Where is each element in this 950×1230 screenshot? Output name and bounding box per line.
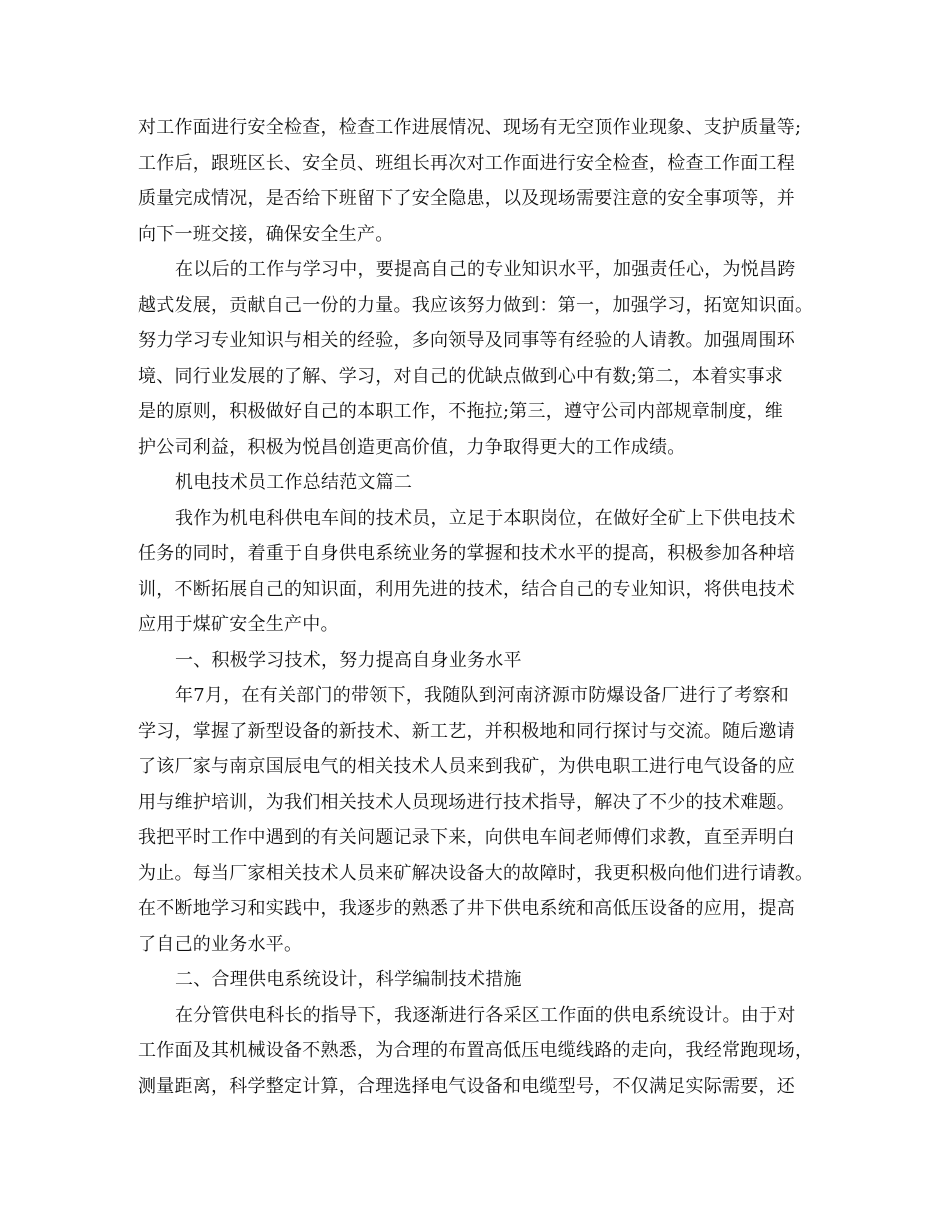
- text-line: 为止。每当厂家相关技术人员来矿解决设备大的故障时，我更积极向他们进行请教。: [138, 862, 814, 884]
- text-line: 在不断地学习和实践中，我逐步的熟悉了井下供电系统和高低压设备的应用，提高: [138, 898, 795, 919]
- text-line: 任务的同时，着重于自身供电系统业务的掌握和技术水平的提高，积极参加各种培: [138, 543, 795, 564]
- text-line: 向下一班交接，确保安全生产。: [138, 223, 394, 245]
- text-line: 了该厂家与南京国辰电气的相关技术人员来到我矿，为供电职工进行电气设备的应: [138, 756, 795, 777]
- text-line: 对工作面进行安全检查，检查工作进展情况、现场有无空顶作业现象、支护质量等;: [138, 117, 802, 138]
- text-line: 工作面及其机械设备不熟悉，为合理的布置高低压电缆线路的走向，我经常跑现场，: [138, 1040, 814, 1061]
- text-line: 是的原则，积极做好自己的本职工作，不拖拉;第三，遵守公司内部规章制度，维: [138, 401, 784, 422]
- text-line: 了自己的业务水平。: [138, 933, 303, 955]
- text-line: 应用于煤矿安全生产中。: [138, 614, 339, 635]
- text-line: 学习，掌握了新型设备的新技术、新工艺，并积极地和同行探讨与交流。随后邀请: [138, 720, 795, 742]
- text-line: 护公司利益，积极为悦昌创造更高价值，力争取得更大的工作成绩。: [138, 436, 686, 458]
- text-line: 在分管供电科长的指导下，我逐渐进行各采区工作面的供电系统设计。由于对: [175, 1004, 796, 1026]
- text-line: 工作后，跟班区长、安全员、班组长再次对工作面进行安全检查，检查工作面工程: [138, 152, 795, 174]
- text-line: 我作为机电科供电车间的技术员，立足于本职岗位，在做好全矿上下供电技术: [175, 507, 796, 529]
- text-line: 努力学习专业知识与相关的经验，多向领导及同事等有经验的人请教。加强周围环: [138, 330, 795, 351]
- text-line: 年7月，在有关部门的带领下，我随队到河南济源市防爆设备厂进行了考察和: [175, 685, 789, 706]
- text-line: 用与维护培训，为我们相关技术人员现场进行技术指导，解决了不少的技术难题。: [138, 791, 795, 813]
- text-line: 训，不断拓展自己的知识面，利用先进的技术，结合自己的专业知识，将供电技术: [138, 578, 795, 600]
- text-line: 二、合理供电系统设计，科学编制技术措施: [175, 969, 522, 990]
- text-line: 机电技术员工作总结范文篇二: [175, 472, 413, 493]
- text-line: 我把平时工作中遇到的有关问题记录下来，向供电车间老师傅们求教，直至弄明白: [138, 827, 795, 848]
- text-line: 质量完成情况，是否给下班留下了安全隐患，以及现场需要注意的安全事项等，并: [138, 188, 795, 209]
- text-line: 境、同行业发展的了解、学习，对自己的优缺点做到心中有数;第二，本着实事求: [138, 365, 784, 387]
- text-line: 在以后的工作与学习中，要提高自己的专业知识水平，加强责任心，为悦昌跨: [175, 259, 796, 280]
- text-line: 测量距离，科学整定计算，合理选择电气设备和电缆型号，不仅满足实际需要，还: [138, 1075, 795, 1097]
- text-line: 越式发展，贡献自己一份的力量。我应该努力做到：第一，加强学习，拓宽知识面。: [138, 294, 814, 316]
- document-body: [138, 110, 820, 1104]
- text-line: 一、积极学习技术，努力提高自身业务水平: [175, 649, 522, 671]
